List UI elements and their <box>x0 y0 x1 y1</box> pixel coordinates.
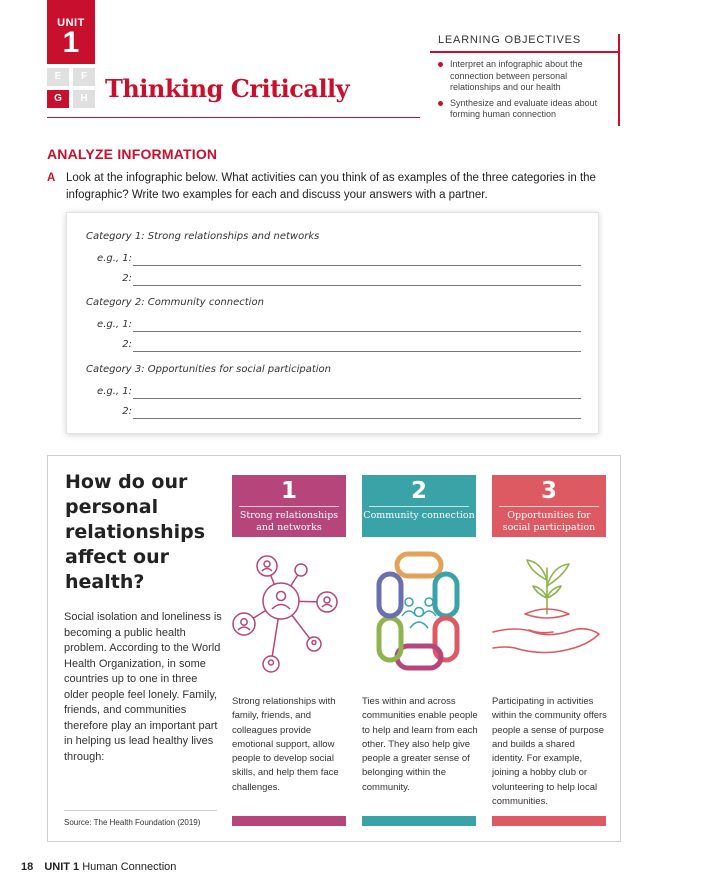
answer-rule <box>133 285 581 286</box>
exercise-text: Look at the infographic below. What activities can you think of as examples of the three categories in the infographic? Write two examples for each and discuss your answers with a partner. <box>66 172 596 201</box>
answer-line-label: 2: <box>122 406 132 417</box>
learning-objectives-list <box>430 53 618 121</box>
category-1-title: Category 1: Strong relationships and networks <box>86 231 320 242</box>
column-1-number: 1 <box>280 478 297 504</box>
lesson-letter-e: E <box>47 68 69 86</box>
answer-line-label: e.g., 1: <box>97 386 132 397</box>
objective-item <box>438 59 612 94</box>
answer-rule <box>133 351 581 352</box>
page-number: 18 <box>21 861 34 873</box>
answer-line-label: e.g., 1: <box>97 319 132 330</box>
objective-item <box>438 98 612 121</box>
infographic-source: Source: The Health Foundation (2019) <box>64 818 201 827</box>
column-2-footer-bar <box>362 816 476 826</box>
category-2-title: Category 2: Community connection <box>86 297 264 308</box>
column-3-number: 3 <box>540 478 557 504</box>
answer-line[interactable] <box>67 253 600 269</box>
answer-rule <box>133 331 581 332</box>
source-divider <box>64 810 217 811</box>
worksheet-box <box>66 212 599 434</box>
exercise-label: A <box>47 172 56 184</box>
column-1-footer-bar <box>232 816 346 826</box>
column-header-rule <box>499 506 599 507</box>
title-divider <box>47 117 420 118</box>
page-title: Thinking Critically <box>105 74 350 103</box>
infographic-panel <box>47 455 621 842</box>
column-2-number: 2 <box>410 478 427 504</box>
learning-objectives-panel <box>430 34 620 126</box>
answer-rule <box>133 418 581 419</box>
page-footer <box>21 861 176 873</box>
column-1-label: Strong relationships and networks <box>239 510 339 533</box>
answer-line[interactable] <box>67 406 600 422</box>
lesson-letter-g: G <box>47 90 69 108</box>
lesson-letter-f: F <box>73 68 95 86</box>
column-2-text: Ties within and across communities enable people to help and learn from each other. They also help give people a greater sense of belonging within the community. <box>362 696 478 793</box>
bullet-icon <box>438 101 443 106</box>
column-header-rule <box>239 506 339 507</box>
section-heading: ANALYZE INFORMATION <box>47 146 218 162</box>
answer-line[interactable] <box>67 339 600 355</box>
column-3-footer-bar <box>492 816 606 826</box>
infographic-intro: Social isolation and loneliness is becoming a public health problem. According to the World Health Organization, in some countries up to one in three older people feel lonely. Family, friends, and communities therefore play an important part in helping us lead healthy lives through: <box>64 611 222 763</box>
network-icon <box>229 546 349 676</box>
learning-objectives-heading: LEARNING OBJECTIVES <box>438 34 581 46</box>
answer-line-label: 2: <box>122 273 132 284</box>
unit-badge <box>47 0 95 64</box>
answer-line[interactable] <box>67 386 600 402</box>
category-3-title: Category 3: Opportunities for social participation <box>86 364 331 375</box>
answer-rule <box>133 398 581 399</box>
lesson-letter-grid <box>47 68 95 108</box>
chain-community-icon <box>359 546 479 676</box>
column-3-text: Participating in activities within the community offers people a sense of purpose and builds a shared identity. For example, joining a hobby club or volunteering to help local communities. <box>492 696 607 808</box>
answer-line-label: e.g., 1: <box>97 253 132 264</box>
infographic-title: How do our personal relationships affect our health? <box>65 471 206 593</box>
objective-text: Synthesize and evaluate ideas about forming human connection <box>450 97 598 119</box>
unit-label: UNIT <box>57 17 85 29</box>
column-2-header <box>362 475 476 537</box>
answer-rule <box>133 265 581 266</box>
footer-unit: UNIT 1 <box>44 861 80 873</box>
column-1-text: Strong relationships with family, friends, and colleagues provide emotional support, allow people to develop social skills, and help them face challenges. <box>232 696 339 793</box>
column-1-header <box>232 475 346 537</box>
column-3-header <box>492 475 606 537</box>
column-2-label: Community connection <box>363 510 475 521</box>
exercise-instructions <box>47 170 607 204</box>
footer-topic: Human Connection <box>82 861 177 873</box>
bullet-icon <box>438 62 443 67</box>
column-3-label: Opportunities for social participation <box>502 510 596 533</box>
hand-sprout-icon <box>489 546 609 676</box>
column-header-rule <box>369 506 469 507</box>
unit-number: 1 <box>62 26 80 59</box>
answer-line[interactable] <box>67 273 600 289</box>
answer-line[interactable] <box>67 319 600 335</box>
answer-line-label: 2: <box>122 339 132 350</box>
lesson-letter-h: H <box>73 90 95 108</box>
objective-text: Interpret an infographic about the connection between personal relationships and our health <box>450 59 583 92</box>
